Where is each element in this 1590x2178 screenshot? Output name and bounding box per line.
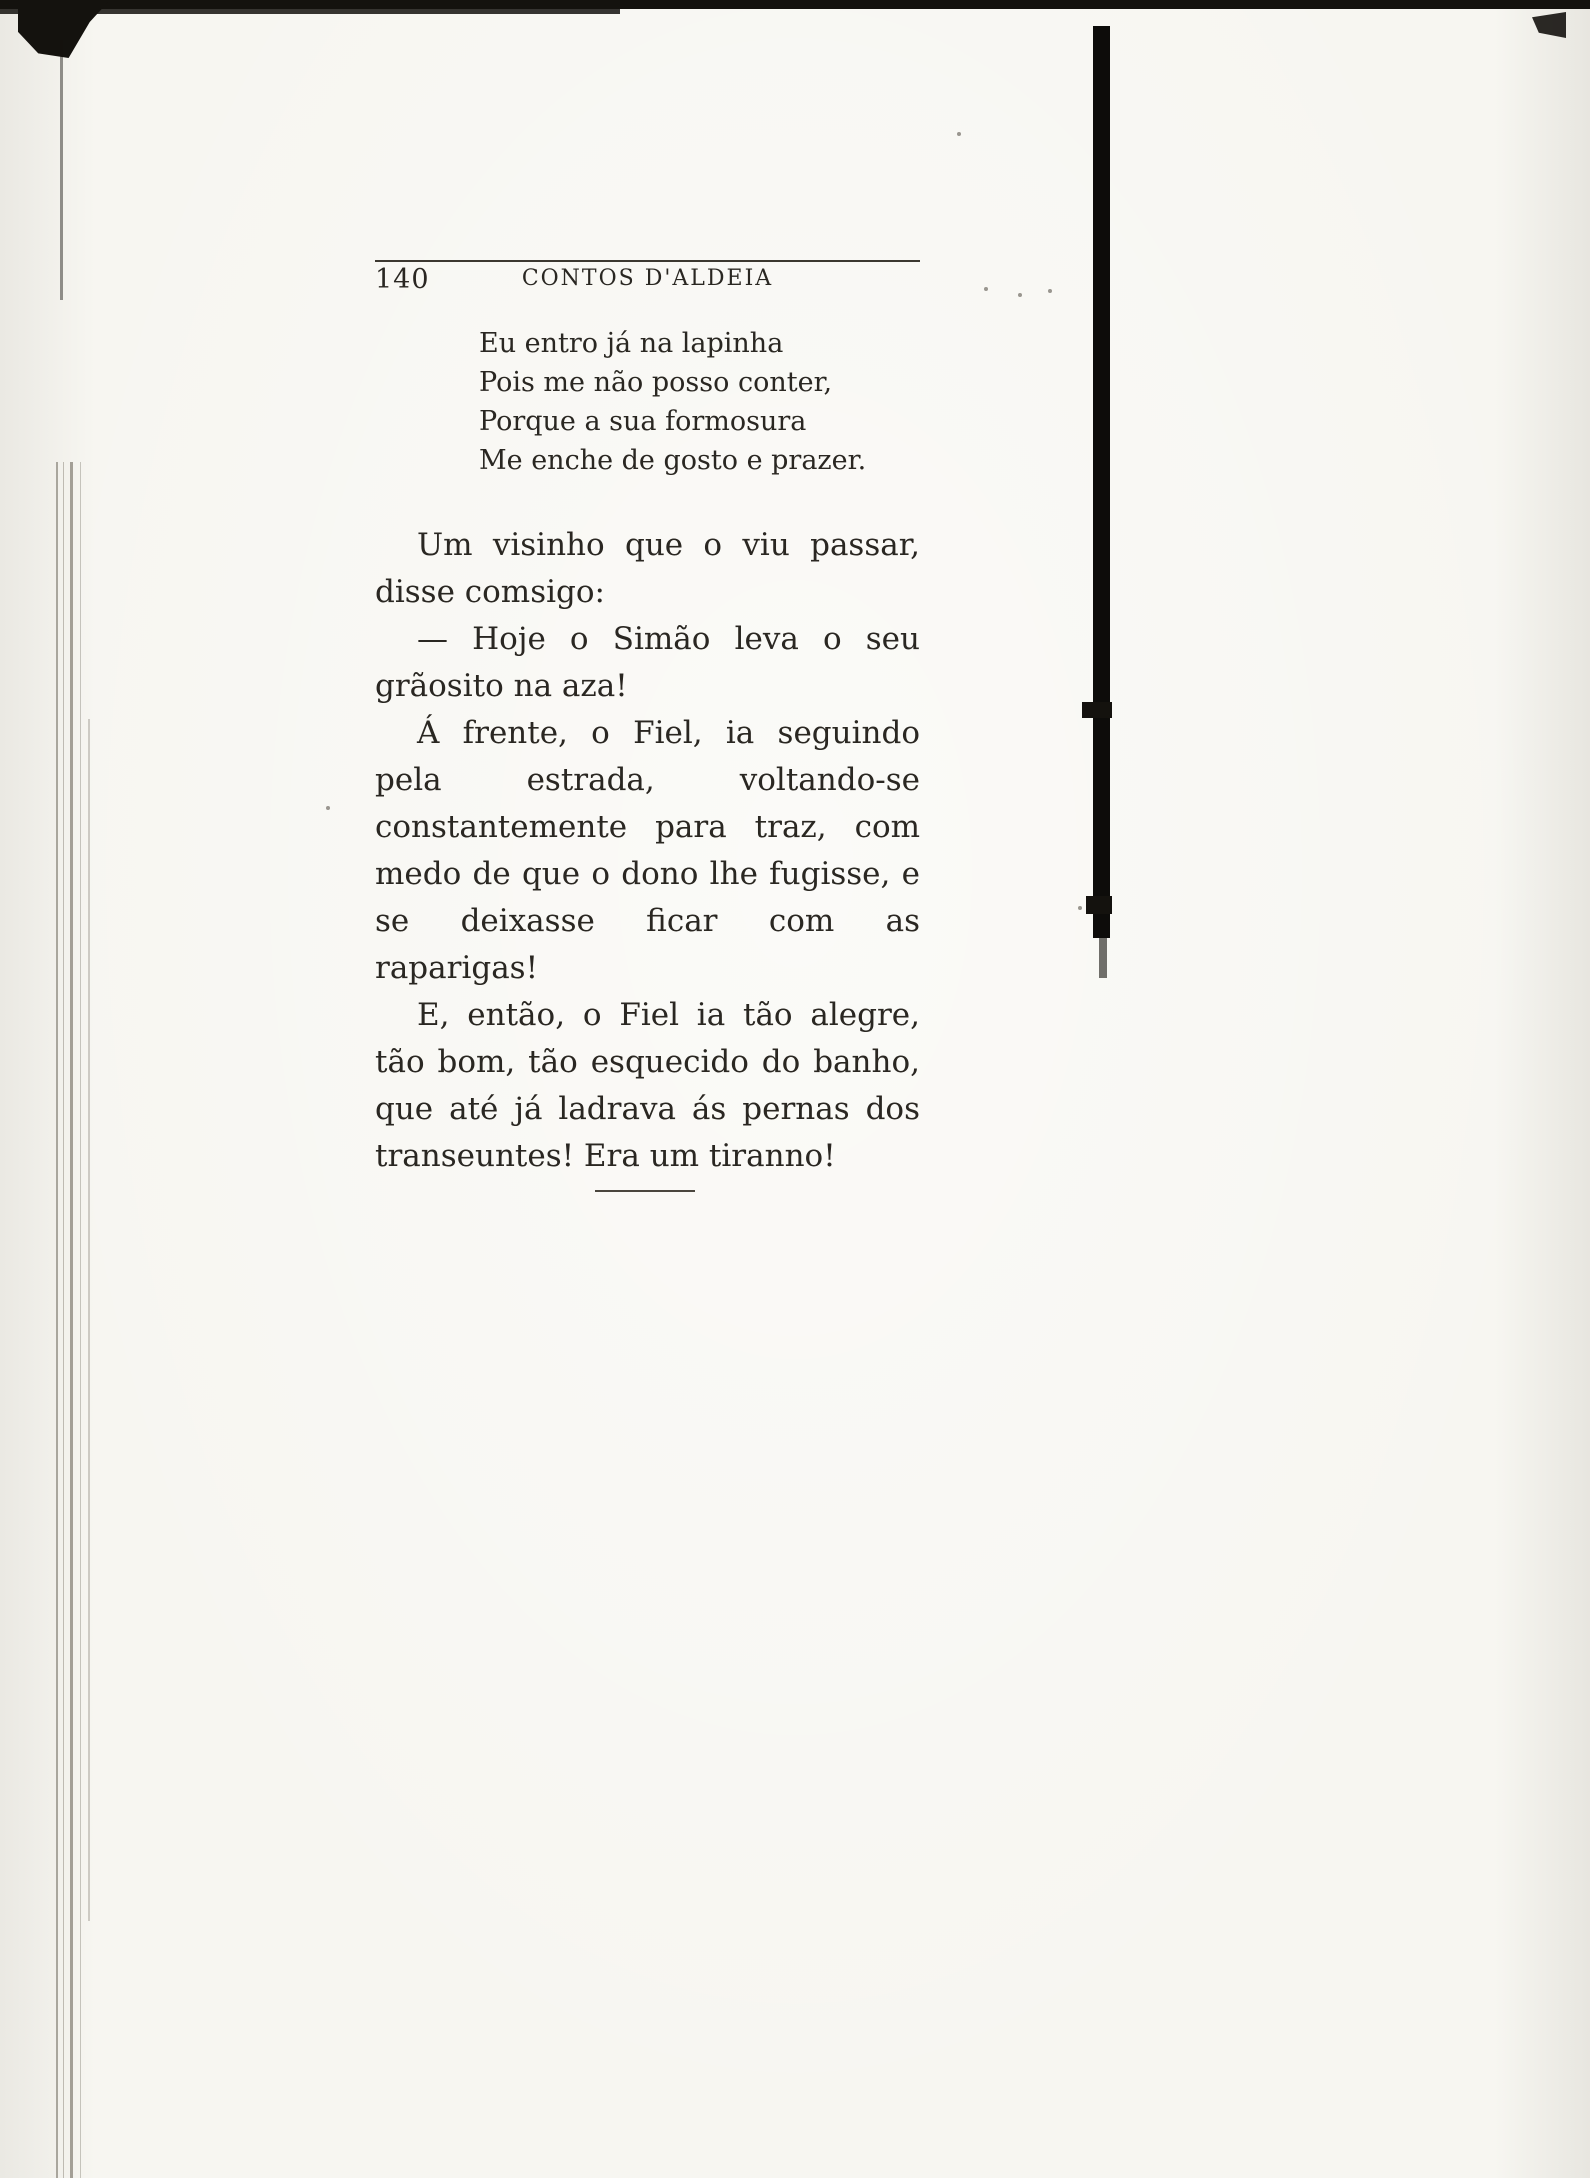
verse-line: Porque a sua formosura [479,406,807,437]
scan-streak [80,462,81,2178]
paragraph: Á frente, o Fiel, ia seguindo pela estrada, voltando-se constantemente para traz, com medo de que o dono lhe fugisse, e se deixasse ficar com as raparigas! [375,715,920,986]
scan-artifact-top-edge [0,0,1590,9]
scan-artifact-top-right-mark [1532,12,1566,38]
scan-artifact-left-streaks [50,462,96,2178]
paragraph: — Hoje o Simão leva o seu grãosito na aza! [375,621,920,704]
scan-artifact-binding-notch [1082,702,1112,718]
scan-streak [63,462,64,2178]
running-title: CONTOS D'ALDEIA [521,266,774,291]
scan-streak [88,719,90,1920]
section-end-divider [595,1190,695,1192]
scan-streak [56,462,58,2178]
text-column [375,218,920,1180]
scan-speckle [1048,289,1052,293]
header-rule [375,260,920,262]
verse-line: Eu entro já na lapinha [479,328,784,359]
scan-speckle [1078,906,1082,910]
paragraph: Um visinho que o viu passar, disse comsigo: [375,527,920,610]
scan-speckle [984,287,988,291]
scan-speckle [957,132,961,136]
scan-artifact-binding-notch [1086,896,1112,914]
prose-body [375,522,920,1180]
paragraph: E, então, o Fiel ia tão alegre, tão bom, tão esquecido do banho, que até já ladrava ás pernas dos transeuntes! Era um tiranno! [375,997,920,1174]
running-header [375,260,920,298]
page-number: 140 [375,264,430,295]
verse-line: Pois me não posso conter, [479,367,833,398]
scan-artifact-left-top-streak [60,40,63,300]
scan-artifact-corner-blob [18,0,110,58]
verse-stanza [479,324,920,480]
scan-artifact-binding-tail [1099,938,1107,978]
scan-streak [70,462,73,2178]
scan-speckle [1018,293,1022,297]
scan-speckle [326,806,330,810]
verse-line: Me enche de gosto e prazer. [479,445,867,476]
scan-artifact-binding-band [1093,26,1110,938]
